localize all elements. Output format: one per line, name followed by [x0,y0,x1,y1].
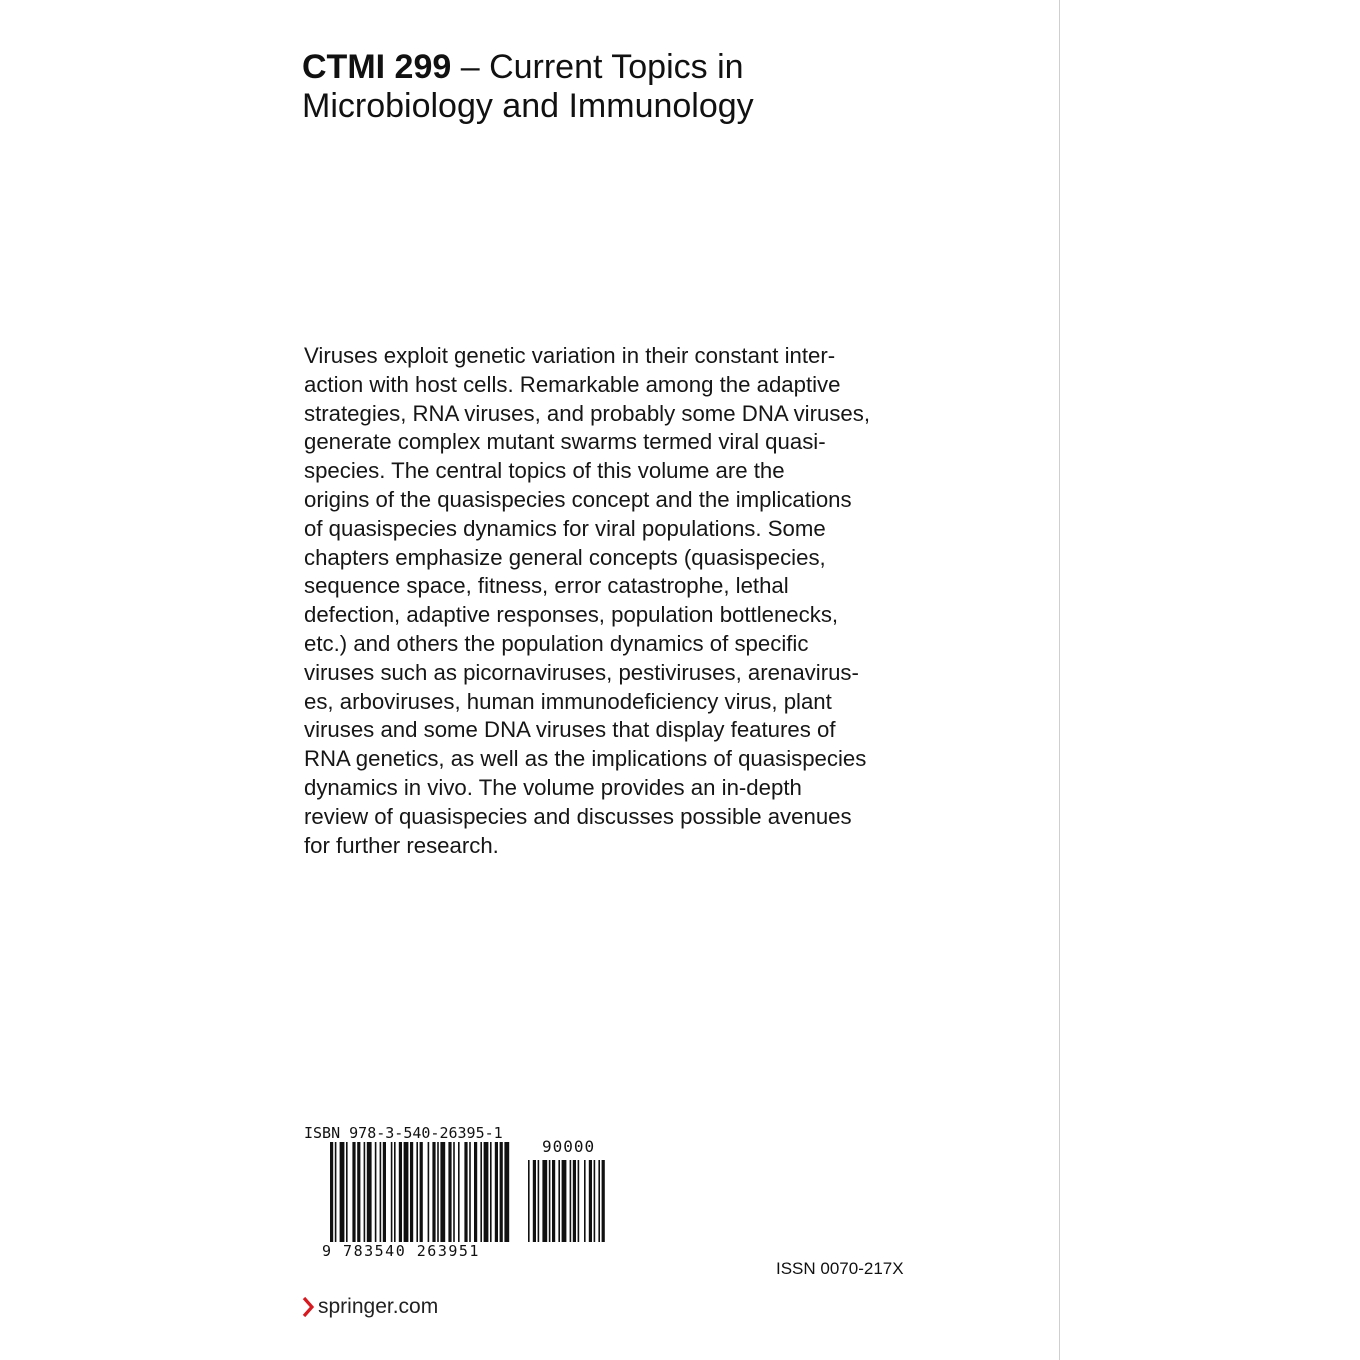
barcode-bar [357,1142,360,1242]
barcode-bar [383,1142,386,1242]
barcode-addon-bar [538,1160,540,1242]
barcode-bar [375,1142,377,1242]
description-line: viruses and some DNA viruses that display features of [304,717,836,743]
description-line: for further research. [304,832,499,858]
description-line: etc.) and others the population dynamics of specific [304,630,809,656]
barcode-bar [469,1142,471,1242]
series-name-part-1: – Current Topics in [451,48,744,86]
barcode-addon-bar [589,1160,592,1242]
barcode-addon-bar [549,1160,551,1242]
barcode-bar [464,1142,467,1242]
barcode-addon-bar [598,1160,600,1242]
description-line: strategies, RNA viruses, and probably some DNA viruses, [304,400,871,426]
description-line: viruses such as picornaviruses, pestiviruses, arenavirus- [304,659,859,685]
barcode-bar [399,1142,402,1242]
barcode-bar [440,1142,445,1242]
publisher-link[interactable] [302,1294,438,1320]
barcode-addon-bar [562,1160,567,1242]
barcode-addon-bar [552,1160,555,1242]
description-line: of quasispecies dynamics for viral populations. Some [304,515,826,541]
barcode-bar [490,1142,492,1242]
barcode-bar [416,1142,418,1242]
barcode-addon-bar [558,1160,560,1242]
barcode-bar [474,1142,477,1242]
description-line: RNA genetics, as well as the implications of quasispecies [304,746,867,772]
description-line: chapters emphasize general concepts (quasispecies, [304,544,826,570]
barcode-addon-bar [570,1160,572,1242]
barcode-bar [495,1142,498,1242]
barcode-bar [428,1142,430,1242]
description-line: review of quasispecies and discusses possible avenues [304,803,852,829]
description-line: Viruses exploit genetic variation in their constant inter- [304,343,836,368]
barcode-bar [458,1142,460,1242]
barcode-bar [391,1142,393,1242]
description-line: species. The central topics of this volume are the [304,458,785,484]
spine-divider [1059,0,1060,1360]
barcode-bar [484,1142,489,1242]
barcode-addon-bar [602,1160,605,1242]
description-line: defection, adaptive responses, population bottlenecks, [304,602,839,628]
barcode-bar [367,1142,372,1242]
barcode-bar [346,1142,348,1242]
series-title-line-1 [302,48,1002,87]
book-description [304,342,924,860]
barcode-bar [504,1142,509,1242]
barcode-bar [352,1142,355,1242]
description-line: action with host cells. Remarkable among the adaptive [304,371,841,397]
barcode-bar [340,1142,345,1242]
barcode-addon-code: 90000 [542,1137,596,1156]
volume-number: CTMI 299 [302,48,452,86]
barcode-addon-bar [578,1160,580,1242]
barcode-bar [432,1142,435,1250]
barcode-bar [380,1142,382,1242]
isbn-label: ISBN 978-3-540-26395-1 [304,1124,503,1142]
barcode-bar [420,1142,423,1242]
barcode-bar [437,1142,439,1250]
barcode-bars [304,1142,624,1250]
issn-number: ISSN 0070-217X [776,1259,904,1278]
series-title [302,48,1002,126]
barcode-addon-bar [528,1160,530,1242]
description-line: sequence space, fitness, error catastrophe, lethal [304,573,789,599]
barcode-addon-bar [542,1160,547,1242]
description-line: dynamics in vivo. The volume provides an in-depth [304,774,802,800]
barcode-bar [394,1142,396,1242]
publisher-url: springer.com [318,1295,439,1318]
barcode-bar [480,1142,482,1242]
barcode-bar [448,1142,451,1242]
barcode-bar [453,1142,455,1242]
barcode-addon-bar [584,1160,586,1242]
barcode-addon-bar [594,1160,596,1242]
isbn-barcode [304,1124,634,1264]
description-line: generate complex mutant swarms termed viral quasi- [304,429,826,455]
description-line: origins of the quasispecies concept and the implications [304,486,852,512]
series-title-line-2: Microbiology and Immunology [302,87,754,125]
barcode-addon-bar [573,1160,576,1242]
barcode-bar [330,1142,333,1250]
barcode-addon-bar [533,1160,536,1242]
barcode-bar [410,1142,413,1242]
barcode-bar [404,1142,409,1242]
barcode-bar [364,1142,366,1242]
barcode-bar [500,1142,503,1242]
barcode-digits: 9 783540 263951 [322,1242,480,1260]
barcode-bar [335,1142,337,1250]
chevron-right-icon [302,1296,314,1318]
description-line: es, arboviruses, human immunodeficiency virus, plant [304,688,832,714]
